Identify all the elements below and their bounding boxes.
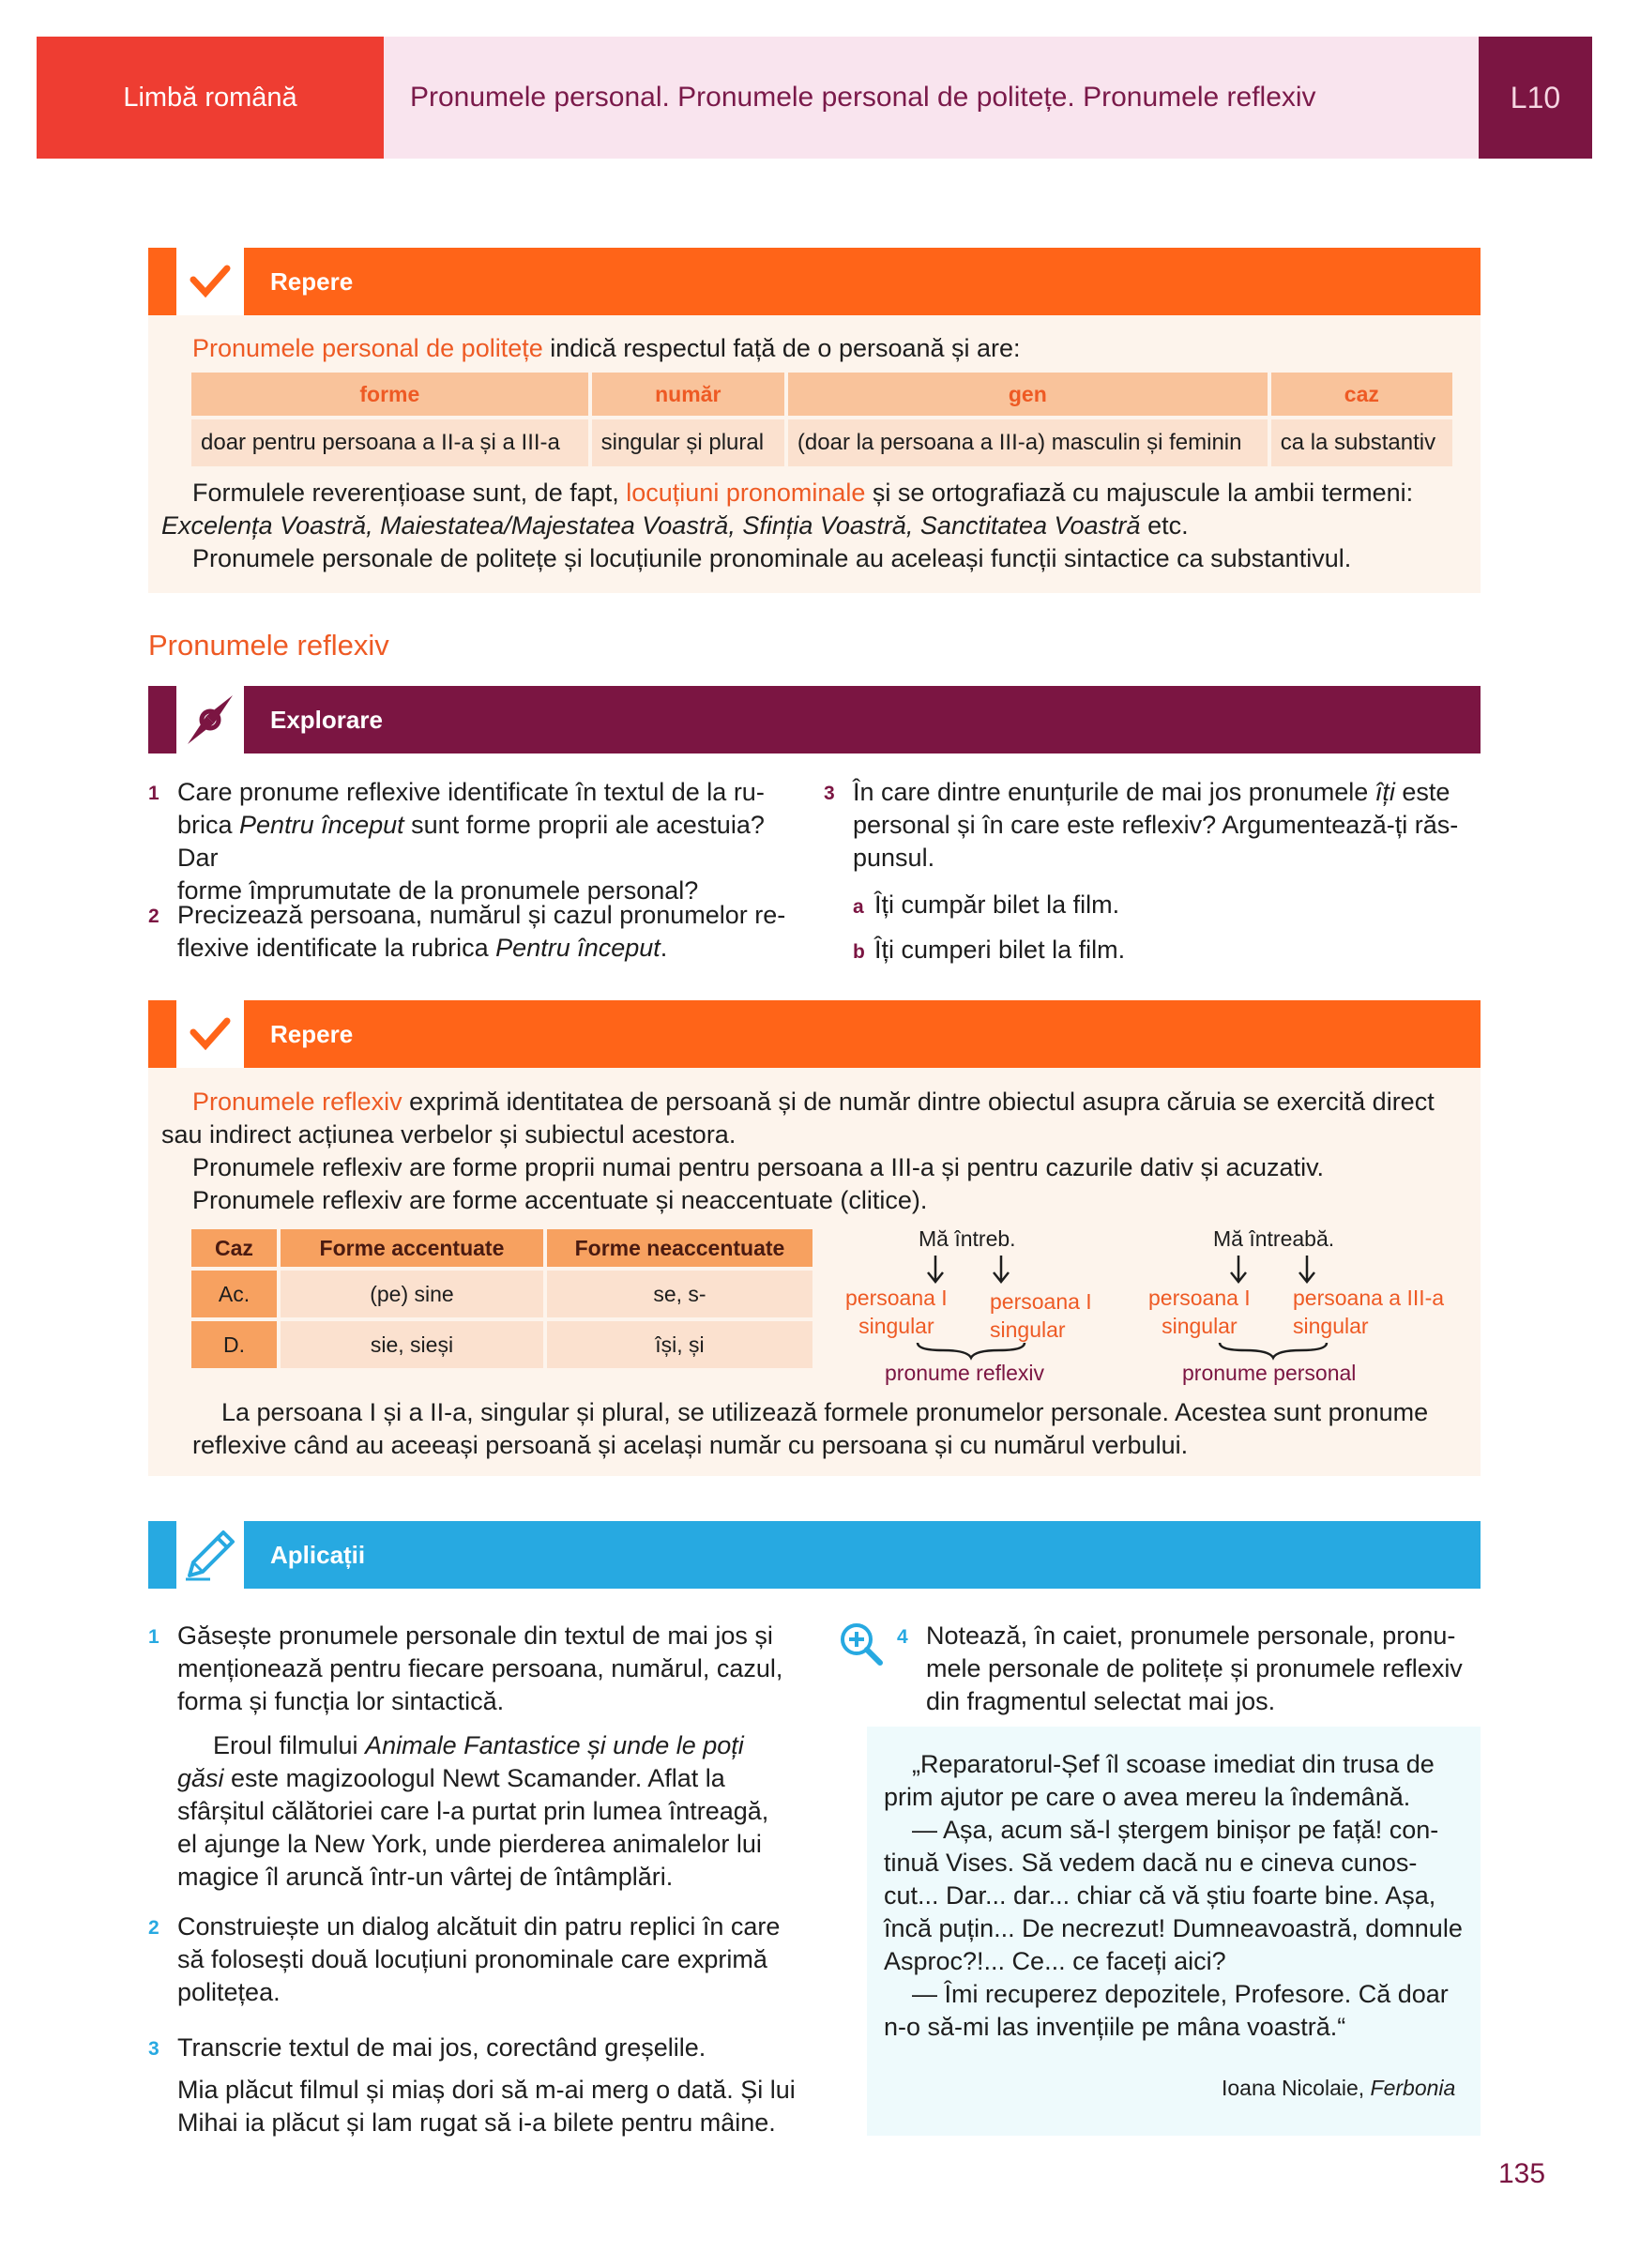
- subject-label: Limbă română: [37, 37, 384, 159]
- cell-numar: singular și plural: [592, 419, 784, 466]
- repere2-p1b: sau indirect acțiunea verbelor și subiectul acestora.: [161, 1120, 737, 1149]
- col-numar: număr: [592, 373, 784, 416]
- col-neaccentuate: Forme neaccentuate: [547, 1229, 812, 1267]
- polite-pronoun-table: [188, 369, 1456, 470]
- cell-case-ac: Ac.: [191, 1271, 277, 1317]
- col-forme: forme: [191, 373, 588, 416]
- col-caz: caz: [1271, 373, 1452, 416]
- a1-number: 1: [148, 1626, 159, 1648]
- diagram1-left: persoana I singular: [845, 1286, 948, 1338]
- cell-caz: ca la substantiv: [1271, 419, 1452, 466]
- diagram2-right: persoana a III-a singular: [1293, 1286, 1445, 1338]
- checkmark-icon: [148, 1000, 244, 1068]
- repere2-p3: Pronumele reflexiv are forme accentuate și neaccentuate (clitice).: [192, 1186, 928, 1214]
- page-number: 135: [1498, 2158, 1546, 2189]
- reflexive-forms-table: [188, 1225, 816, 1372]
- q1-number: 1: [148, 783, 159, 804]
- diagram1-right: persoana I singular: [990, 1289, 1092, 1342]
- repere2-p2: Pronumele reflexiv are forme proprii numai pentru persoana a III-a și pentru cazurile dativ și acuzativ.: [192, 1153, 1325, 1181]
- explorare-header: [148, 686, 1481, 753]
- repere1-p2: Formulele reverențioase sunt, de fapt, locuțiuni pronominale și se ortografiază cu majuscule la ambii termeni:: [192, 479, 1414, 507]
- diagram2-conclusion: pronume personal: [1182, 1361, 1357, 1385]
- cell-d-neaccentuate: își, și: [547, 1321, 812, 1368]
- zoom-in-icon: [838, 1621, 885, 1667]
- repere1-intro: Pronumele personal de politețe indică respectul față de o persoană și are:: [192, 334, 1021, 362]
- repere-label-1: Repere: [244, 248, 1481, 315]
- repere1-p3: Pronumele personale de politețe și locuțiunile pronominale au aceleași funcții sintactice ca substantivul.: [192, 544, 1352, 572]
- cell-forme: doar pentru persoana a II-a și a III-a: [191, 419, 588, 466]
- q3-number: 3: [824, 783, 835, 804]
- quote-text: „Reparatorul-Șef îl scoase imediat din trusa de prim ajutor pe care o avea mereu la îndemână. — Așa, acum să-l ștergem binișor pe față! con- tinuă Vises. Să vedem dacă nu e cineva cunos- cut... Dar... dar... chiar că vă știu foarte bine. Așa, încă puțin... De necrezut! Dumneavoastră, domnule Asproc?!... Ce... ce faceți aici? — Îmi recuperez depozitele, Profesore. Că doar n-o să-mi las invențiile pe mâna voastră.“: [884, 1750, 1463, 2041]
- cell-ac-accentuate: (pe) sine: [281, 1271, 543, 1317]
- q3b-text: Îți cumperi bilet la film.: [874, 936, 1126, 964]
- repere1-p2-examples: Excelența Voastră, Maiestatea/Majestatea Voastră, Sfinția Voastră, Sanctitatea Voastră etc.: [161, 511, 1189, 540]
- diagram2-arrows-icon: [1224, 1254, 1318, 1287]
- application-4: Notează, în caiet, pronumele personale, pronu- mele personale de politețe și pronumele reflexiv din fragmentul selectat mai jos.: [926, 1621, 1463, 1715]
- lesson-title: Pronumele personal. Pronumele personal de politețe. Pronumele reflexiv: [384, 37, 1479, 159]
- diagram2-sentence: Mă întreabă.: [1213, 1226, 1335, 1251]
- q2-number: 2: [148, 906, 159, 927]
- diagram1-arrows-icon: [921, 1254, 1015, 1287]
- application-3-text: Mia plăcut filmul și miaș dori să m-ai merg o dată. Și lui Mihai ia plăcut și lam rugat să i-a bilete pentru mâine.: [177, 2076, 796, 2137]
- section-title: Pronumele reflexiv: [148, 629, 389, 662]
- a2-number: 2: [148, 1917, 159, 1939]
- cell-case-d: D.: [191, 1321, 277, 1368]
- aplicatii-header: [148, 1521, 1481, 1589]
- col-caz: Caz: [191, 1229, 277, 1267]
- lesson-number: L10: [1479, 37, 1592, 159]
- question-1: Care pronume reflexive identificate în textul de la ru- brica Pentru început sunt forme proprii ale acestuia? Dar forme împrumutate de la pronumele personal?: [177, 778, 765, 905]
- q3a-text: Îți cumpăr bilet la film.: [874, 890, 1120, 919]
- repere2-p4: La persoana I și a II-a, singular și plural, se utilizează formele pronumelor personale. Acestea sunt pronume: [221, 1398, 1429, 1426]
- repere-label-2: Repere: [244, 1000, 1481, 1068]
- cell-gen: (doar la persoana a III-a) masculin și feminin: [788, 419, 1268, 466]
- application-2: Construiește un dialog alcătuit din patru replici în care să folosești două locuțiuni pronominale care exprimă politețea.: [177, 1912, 781, 2006]
- diagram1-sentence: Mă întreb.: [919, 1226, 1016, 1251]
- question-3: În care dintre enunțurile de mai jos pronumele îți este personal și în care este reflexiv? Argumentează-ți răs- punsul.: [853, 778, 1459, 872]
- application-3: Transcrie textul de mai jos, corectând greșelile.: [177, 2033, 706, 2062]
- q3b-letter: b: [853, 941, 865, 963]
- pencil-icon: [148, 1521, 244, 1589]
- diagram2-left: persoana I singular: [1148, 1286, 1251, 1338]
- col-gen: gen: [788, 373, 1268, 416]
- compass-icon: [148, 686, 244, 753]
- a4-number: 4: [897, 1626, 908, 1648]
- checkmark-icon: [148, 248, 244, 315]
- application-1-text: Eroul filmului Animale Fantastice și unde le poți găsi este magizoologul Newt Scamander. Aflat la sfârșitul călătoriei care l-a purtat prin lumea întreagă, el ajunge la New York, unde pierderea animalelor lui magice îl aruncă într-un vârtej de întâmplări.: [177, 1731, 769, 1891]
- cell-ac-neaccentuate: se, s-: [547, 1271, 812, 1317]
- repere-header-1: [148, 248, 1481, 315]
- aplicatii-label: Aplicații: [244, 1521, 1481, 1589]
- a3-number: 3: [148, 2038, 159, 2060]
- diagram2-brace-icon: [1217, 1340, 1329, 1361]
- diagram1-conclusion: pronume reflexiv: [885, 1361, 1045, 1385]
- q3a-letter: a: [853, 896, 864, 918]
- application-1: Găsește pronumele personale din textul de mai jos și menționează pentru fiecare persoana, numărul, cazul, forma și funcția lor sintactică.: [177, 1621, 783, 1715]
- repere2-p1: Pronumele reflexiv exprimă identitatea de persoană și de număr dintre obiectul asupra căruia se exercită direct: [192, 1088, 1435, 1116]
- cell-d-accentuate: sie, sieși: [281, 1321, 543, 1368]
- repere-header-2: [148, 1000, 1481, 1068]
- col-accentuate: Forme accentuate: [281, 1229, 543, 1267]
- explorare-label: Explorare: [244, 686, 1481, 753]
- quote-attribution: Ioana Nicolaie, Ferbonia: [1222, 2076, 1456, 2100]
- diagram1-brace-icon: [915, 1340, 1027, 1361]
- repere2-p4b: reflexive când au aceeași persoană și același număr cu persoana și cu numărul verbului.: [192, 1431, 1189, 1459]
- question-2: Precizează persoana, numărul și cazul pronumelor re- flexive identificate la rubrica Pentru început.: [177, 901, 786, 962]
